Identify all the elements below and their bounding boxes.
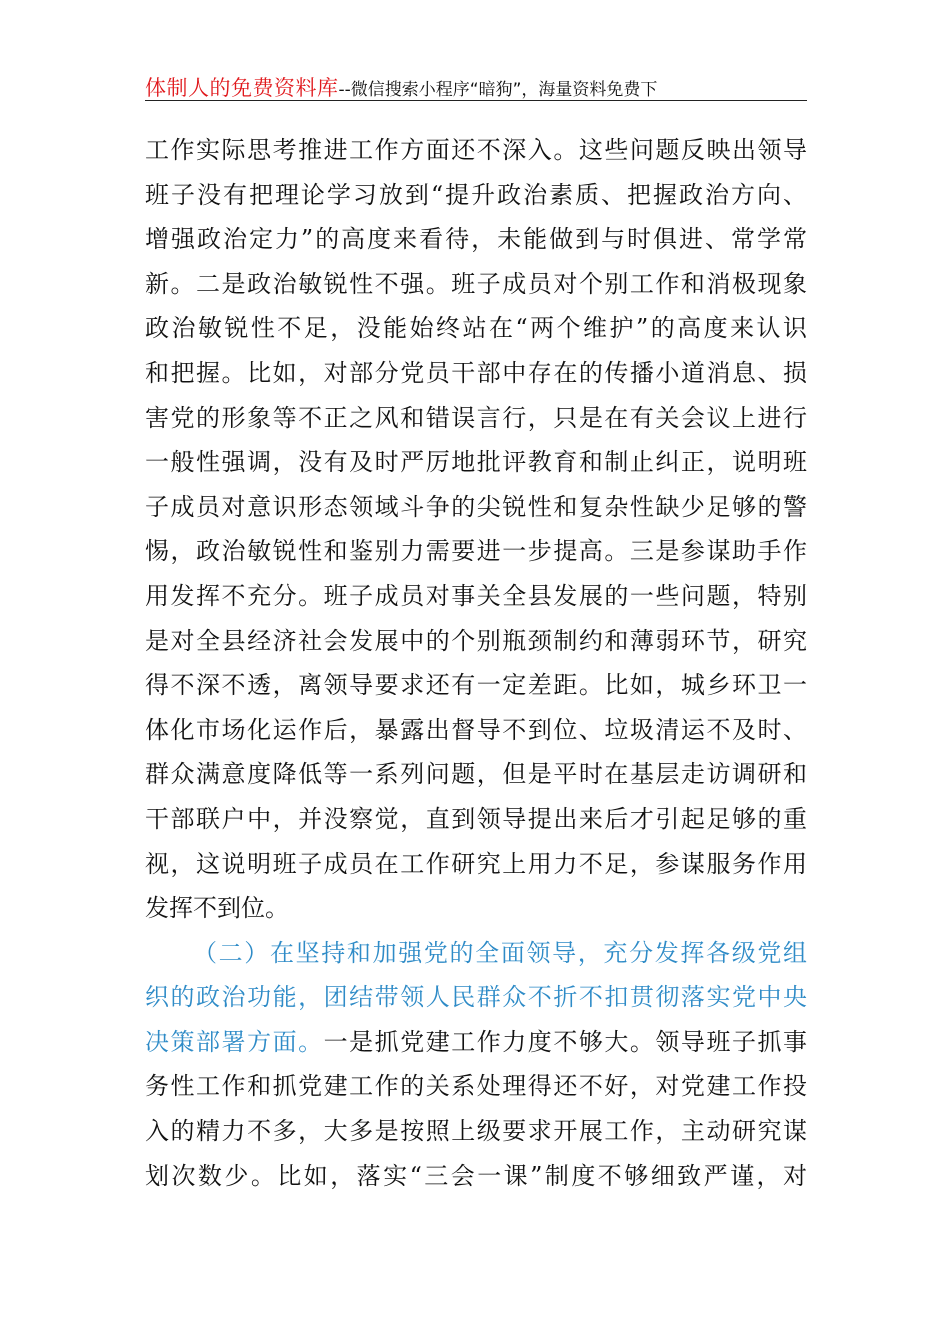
- body-line: 用发挥不充分。班子成员对事关全县发展的一些问题，特别: [145, 581, 807, 610]
- body-line: 划次数少。比如，落实“三会一课”制度不够细致严谨，对: [145, 1161, 807, 1190]
- body-line: 政治敏锐性不足，没能始终站在“两个维护”的高度来认识: [145, 314, 807, 343]
- header-subtitle: --微信搜索小程序“暗狗”，海量资料免费下: [338, 80, 658, 100]
- section-text: 一是抓党建工作力度不够大。领导班子抓事: [323, 1027, 807, 1056]
- body-line: 一般性强调，没有及时严厉地批评教育和制止纠正，说明班: [145, 448, 807, 477]
- body-line: 班子没有把理论学习放到“提升政治素质、把握政治方向、: [145, 180, 807, 209]
- section-heading-mixed-line: [145, 1020, 807, 1065]
- body-line: 得不深不透，离领导要求还有一定差距。比如，城乡环卫一: [145, 671, 807, 700]
- body-line: 视，这说明班子成员在工作研究上用力不足，参谋服务作用: [145, 849, 807, 878]
- page-header: [145, 72, 807, 102]
- body-line: 干部联户中，并没察觉，直到领导提出来后才引起足够的重: [145, 804, 807, 833]
- header-brand: 体制人的免费资料库: [145, 76, 339, 100]
- section-heading-tail: 决策部署方面。: [145, 1027, 324, 1056]
- body-line: 务性工作和抓党建工作的关系处理得还不好，对党建工作投: [145, 1072, 807, 1101]
- body-line: 是对全县经济社会发展中的个别瓶颈制约和薄弱环节，研究: [145, 626, 807, 655]
- document-body: [145, 128, 807, 1198]
- body-line: 入的精力不多，大多是按照上级要求开展工作，主动研究谋: [145, 1117, 807, 1146]
- section-heading-line: （二）在坚持和加强党的全面领导，充分发挥各级党组: [193, 938, 807, 967]
- body-line: 发挥不到位。: [145, 894, 289, 923]
- header-divider: [145, 100, 807, 101]
- body-line: 和把握。比如，对部分党员干部中存在的传播小道消息、损: [145, 358, 807, 387]
- body-line: 工作实际思考推进工作方面还不深入。这些问题反映出领导: [145, 136, 807, 164]
- body-line: 害党的形象等不正之风和错误言行，只是在有关会议上进行: [145, 403, 807, 432]
- section-heading-line: 织的政治功能，团结带领人民群众不折不扣贯彻落实党中央: [145, 983, 807, 1012]
- body-line: 子成员对意识形态领域斗争的尖锐性和复杂性缺少足够的警: [145, 492, 807, 521]
- body-line: 群众满意度降低等一系列问题，但是平时在基层走访调研和: [145, 760, 807, 789]
- body-line: 新。二是政治敏锐性不强。班子成员对个别工作和消极现象: [145, 269, 807, 298]
- body-line: 惕，政治敏锐性和鉴别力需要进一步提高。三是参谋助手作: [145, 537, 807, 566]
- body-line: 体化市场化运作后，暴露出督导不到位、垃圾清运不及时、: [145, 715, 807, 744]
- body-line: 增强政治定力”的高度来看待，未能做到与时俱进、常学常: [145, 225, 807, 254]
